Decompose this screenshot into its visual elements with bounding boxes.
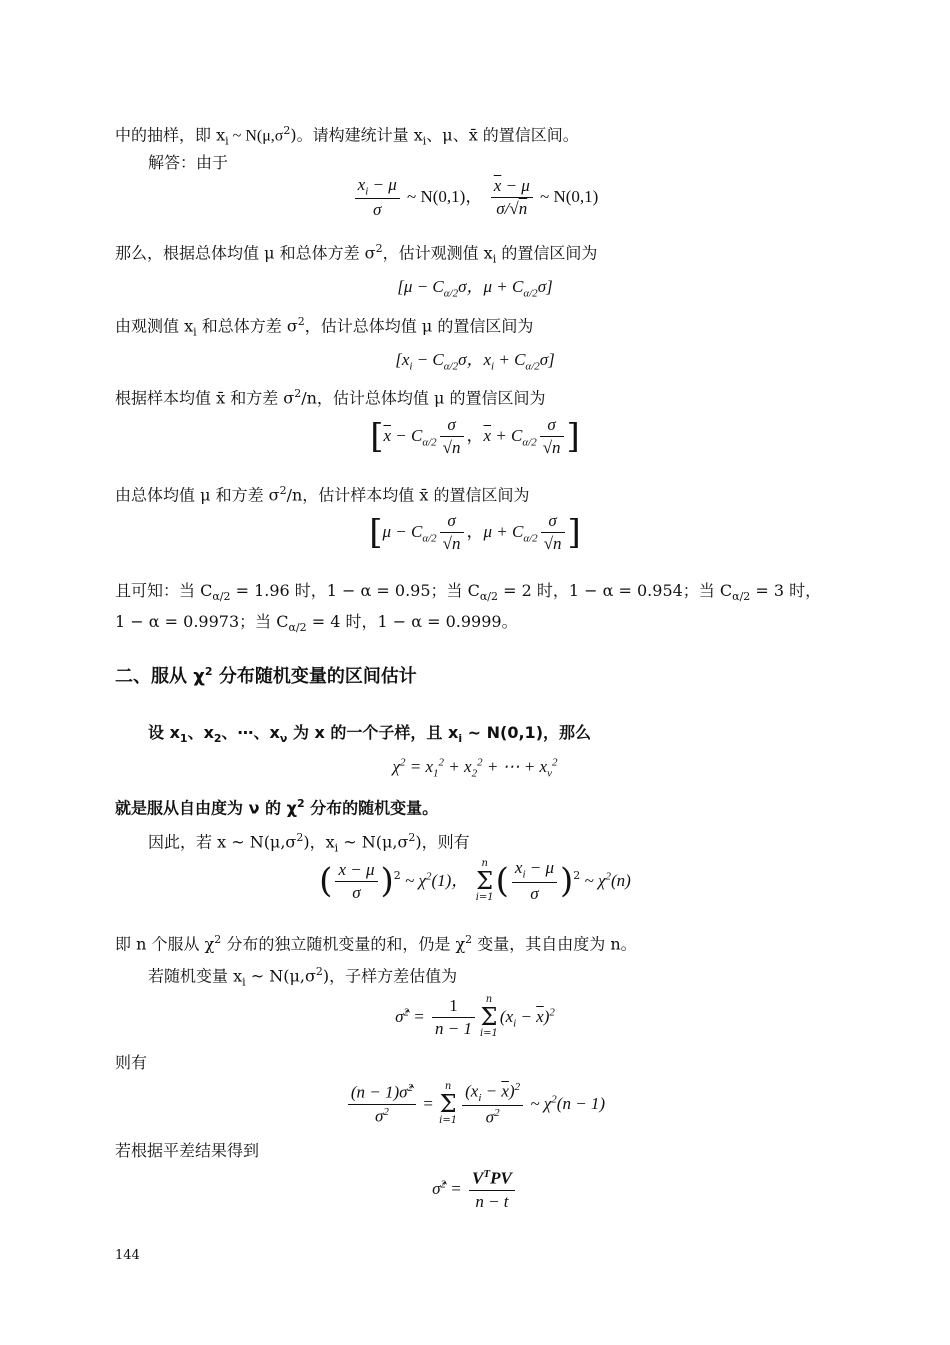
text-line: 根据样本均值 x̄ 和方差 $\sigma^2/n$，估计总体均值 μ 的置信区间为 bbox=[115, 387, 546, 408]
formula: $\frac{x_i - \mu}{\sigma}$ ~ N(0,1)， $\frac{\overline{x} - \mu}{\sigma/√n}$ ~ N(0,1) bbox=[0, 175, 950, 220]
text-line: 则有 bbox=[115, 1053, 148, 1072]
text-line: 若随机变量 $x_i$ ~ $N(\mu,\sigma^2)$，子样方差估值为 bbox=[148, 965, 458, 989]
formula: [$\overline{x} - C_{\alpha/2}$ $\frac{\sigma}{√n}$ ，$\overline{x} + C_{\alpha/2}$ $\frac{\sigma}{√n}$ ] bbox=[370, 415, 580, 457]
section-heading: 二、服从 $\chi^2$ 分布随机变量的区间估计 bbox=[115, 665, 417, 687]
formula: [$x_i - C_{\alpha/2}\sigma$，$x_i + C_{\alpha/2}\sigma$] bbox=[395, 350, 555, 373]
text-line: 因此，若 x ~ $N(\mu,\sigma^2)$，$x_i$ ~ $N(\mu,\sigma^2)$，则有 bbox=[148, 831, 470, 855]
formula: $\chi^2 = x_1^2 + x_2^2$ + ⋯ + $x_\nu^2$ bbox=[392, 756, 558, 780]
text-line: 解答：由于 bbox=[148, 153, 229, 172]
formula: σ̂$^2$ = $\frac{V^TPV}{n - t}$ bbox=[0, 1168, 950, 1212]
text-line: 那么，根据总体均值 μ 和总体方差 $\sigma^2$，估计观测值 $x_i$ 的置信区间为 bbox=[115, 242, 598, 266]
page-number: 144 bbox=[115, 1248, 140, 1263]
text-line: 就是服从自由度为 ν 的 $\chi^2$ 分布的随机变量。 bbox=[115, 797, 439, 818]
text-line: 中的抽样，即 $x_i$ ~ $N(\mu,\sigma^2)$。请构建统计量 $x_i$、μ、x̄ 的置信区间。 bbox=[115, 124, 579, 148]
text-line: 1 − α = 0.9973；当 $C_{\alpha/2} = 4$ 时，1 − α = 0.9999。 bbox=[115, 612, 518, 635]
text-line: 若根据平差结果得到 bbox=[115, 1141, 260, 1160]
formula: ( $\frac{x - \mu}{\sigma}$ )$^2$ ~ $\chi^2(1)$， n Σ i=1 ( $\frac{x_i - \mu}{\sigma}$ )$^2$ ~ $\chi^2(n)$ bbox=[319, 858, 631, 903]
formula: [$\mu - C_{\alpha/2}$ $\frac{\sigma}{√n}$ ，$\mu + C_{\alpha/2}$ $\frac{\sigma}{√n}$ ] bbox=[369, 511, 581, 553]
text-line: 由总体均值 μ 和方差 $\sigma^2/n$，估计样本均值 x̄ 的置信区间为 bbox=[115, 484, 530, 505]
formula: σ̂$^2$ = $\frac{1}{n - 1}$ n Σ i=1 $(x_i - \overline{x})^2$ bbox=[395, 994, 555, 1039]
text-line: 即 n 个服从 $\chi^2$ 分布的独立随机变量的和，仍是 $\chi^2$ 变量，其自由度为 n。 bbox=[115, 933, 637, 954]
text-line: 且可知：当 $C_{\alpha/2} = 1.96$ 时，1 − α = 0.95；当 $C_{\alpha/2} = 2$ 时，1 − α = 0.954；当 $C_{\alpha/2} = 3$ 时， bbox=[115, 581, 822, 604]
formula: [$\mu - C_{\alpha/2}\sigma$，$\mu + C_{\alpha/2}\sigma$] bbox=[397, 277, 553, 300]
formula: $\frac{(n - 1)\sigmâ^2}{\sigma^2}$ = n Σ i=1 $\frac{(x_i - \overline{x})^2}{\sigma^2}$ ~ $\chi^2(n - 1)$ bbox=[0, 1081, 950, 1128]
text-line: 由观测值 $x_i$ 和总体方差 $\sigma^2$，估计总体均值 μ 的置信区间为 bbox=[115, 315, 534, 339]
text-line: 设 $x_1$、$x_2$、⋯、$x_\nu$ 为 x 的一个子样，且 $x_i$ ~ N(0,1)，那么 bbox=[148, 723, 592, 746]
